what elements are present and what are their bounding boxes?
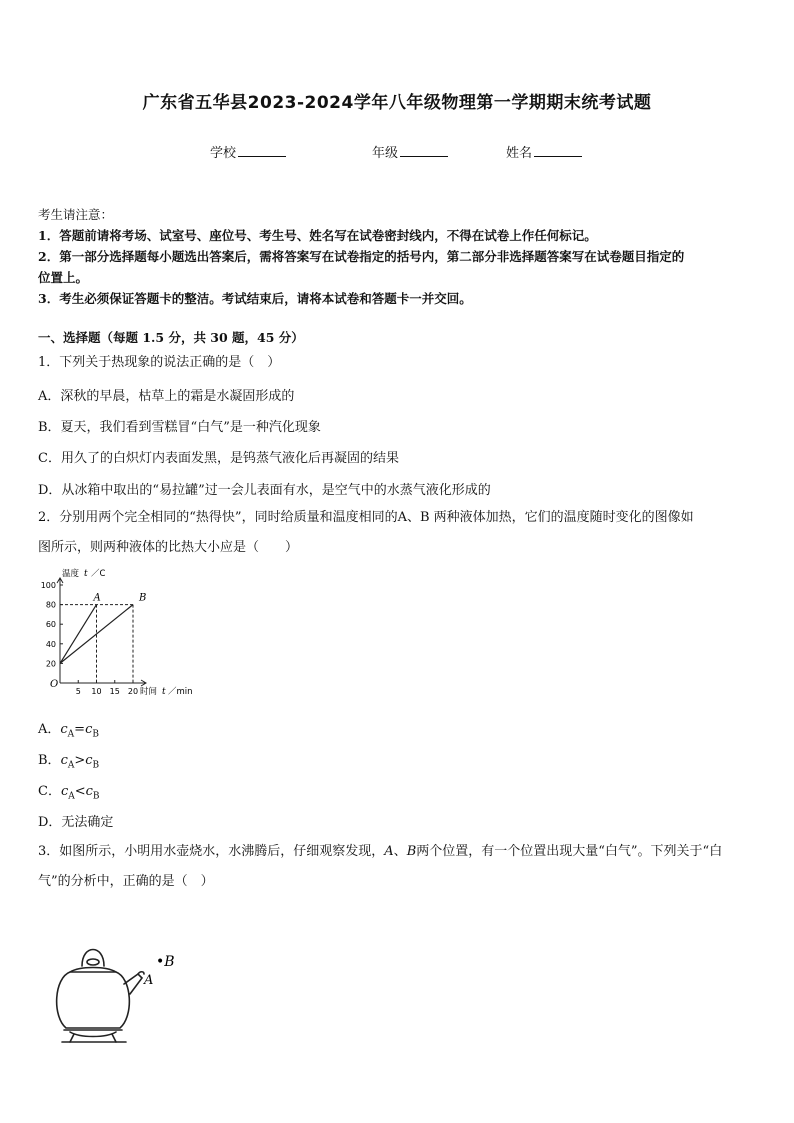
school-blank — [238, 144, 286, 157]
q3-var-a: A — [384, 844, 394, 859]
name-blank — [534, 144, 582, 157]
notice-item-2-cont: 位置上。 — [38, 270, 89, 285]
q3-sep: 、 — [393, 844, 407, 859]
x-tick-label: 20 — [127, 687, 139, 696]
temperature-time-chart — [36, 566, 216, 706]
grade-blank — [400, 144, 448, 157]
y-tick-label: 60 — [45, 620, 56, 630]
chart-layer — [41, 568, 193, 697]
question-2-option-b — [38, 749, 99, 771]
option-prefix: C． — [38, 784, 61, 799]
x-axis-label-var: t — [162, 687, 166, 697]
series-label-A: A — [93, 592, 101, 604]
y-axis-label-text: 温度 — [62, 569, 80, 579]
question-1-option-d: D．从冰箱中取出的“易拉罐”过一会儿表面有水，是空气中的水蒸气液化形成的 — [38, 483, 491, 498]
option-rsub: B — [92, 791, 100, 802]
name-field — [506, 142, 582, 161]
question-2-stem — [38, 503, 762, 563]
page-title: 广东省五华县2023-2024学年八年级物理第一学期期末统考试题 — [142, 93, 652, 113]
y-axis-label-var: t — [84, 569, 88, 579]
option-lsub: A — [67, 729, 75, 740]
notice-item-2: 2．第一部分选择题每小题选出答案后，需将答案写在试卷指定的括号内，第二部分非选择题答案写在试卷题目指定的 — [38, 249, 685, 264]
option-rsub: B — [92, 760, 100, 771]
q3-text-pre: 3．如图所示，小明用水壶烧水，水沸腾后，仔细观察发现， — [38, 844, 385, 859]
series-line-B — [60, 605, 133, 664]
school-label: 学校 — [210, 146, 237, 161]
option-lsub: A — [67, 760, 75, 771]
question-1-option-c: C．用久了的白炽灯内表面发黑，是钨蒸气液化后再凝固的结果 — [38, 451, 399, 466]
option-op: = — [74, 722, 86, 737]
y-tick-label: 20 — [45, 659, 56, 669]
option-lhs: c — [60, 784, 69, 799]
y-axis-label-unit: ／C — [91, 569, 106, 579]
series-label-B: B — [139, 592, 147, 604]
x-axis-label-text: 时间 — [140, 687, 158, 697]
name-label: 姓名 — [506, 146, 533, 161]
notice-block — [38, 204, 762, 309]
x-tick-label: 15 — [109, 687, 120, 696]
option-lhs: c — [60, 753, 68, 768]
notice-heading: 考生请注意： — [38, 207, 114, 222]
notice-item-1: 1．答题前请将考场、试室号、座位号、考生号、姓名写在试卷密封线内，不得在试卷上作任何标记。 — [38, 228, 597, 243]
kettle-label-b: •B — [156, 954, 175, 970]
x-tick-label: 5 — [75, 687, 81, 696]
kettle-lid-knob — [87, 959, 99, 965]
option-rhs: c — [85, 784, 93, 799]
option-rsub: B — [92, 729, 99, 740]
question-2-stem-line2: 图所示，则两种液体的比热大小应是（ ） — [38, 540, 299, 555]
question-1-stem: 1．下列关于热现象的说法正确的是（ ） — [38, 355, 281, 370]
option-op: > — [74, 753, 86, 768]
question-2-option-c — [38, 780, 100, 802]
question-2-stem-line1: 2．分别用两个完全相同的“热得快”，同时给质量和温度相同的A、B 两种液体加热，它们的温度随时变化的图像如 — [38, 510, 694, 525]
question-2-option-d: D．无法确定 — [38, 815, 114, 830]
option-prefix: A． — [38, 722, 61, 737]
kettle-handle — [82, 950, 104, 967]
kettle-illustration — [40, 938, 200, 1048]
y-tick-label: 40 — [45, 639, 56, 649]
option-prefix: B． — [38, 753, 61, 768]
burner-flame — [70, 1032, 116, 1037]
question-3-stem-line2: 气”的分析中，正确的是（ ） — [38, 874, 214, 889]
kettle-label-a: A — [144, 973, 154, 988]
school-field — [210, 142, 286, 161]
series-line-A — [60, 605, 97, 664]
origin-label: O — [50, 679, 59, 690]
question-1-option-a: A．深秋的早晨，枯草上的霜是水凝固形成的 — [38, 389, 295, 404]
q3-text-mid: 两个位置，有一个位置出现大量“白气”。下列关于“白 — [416, 844, 723, 859]
section-heading: 一、选择题（每题 1.5 分，共 30 题，45 分） — [38, 330, 304, 345]
question-2-option-a — [38, 718, 99, 740]
option-lhs: c — [60, 722, 68, 737]
y-tick-label: 80 — [45, 600, 56, 610]
option-op: < — [74, 784, 86, 799]
question-3-stem — [38, 837, 762, 897]
q3-var-b: B — [406, 844, 417, 859]
option-lsub: A — [68, 791, 75, 802]
question-1-option-b: B．夏天，我们看到雪糕冒“白气”是一种汽化现象 — [38, 420, 321, 435]
question-3-stem-line1 — [38, 837, 762, 867]
option-rhs: c — [85, 753, 93, 768]
grade-field — [372, 142, 448, 161]
grade-label: 年级 — [372, 146, 399, 161]
notice-item-3: 3．考生必须保证答题卡的整洁。考试结束后，请将本试卷和答题卡一并交回。 — [38, 291, 472, 306]
x-axis-label-unit: ／min — [168, 687, 193, 697]
y-tick-label: 100 — [40, 581, 56, 590]
option-rhs: c — [85, 722, 93, 737]
x-tick-label: 10 — [91, 687, 102, 696]
kettle-body — [57, 972, 130, 1028]
